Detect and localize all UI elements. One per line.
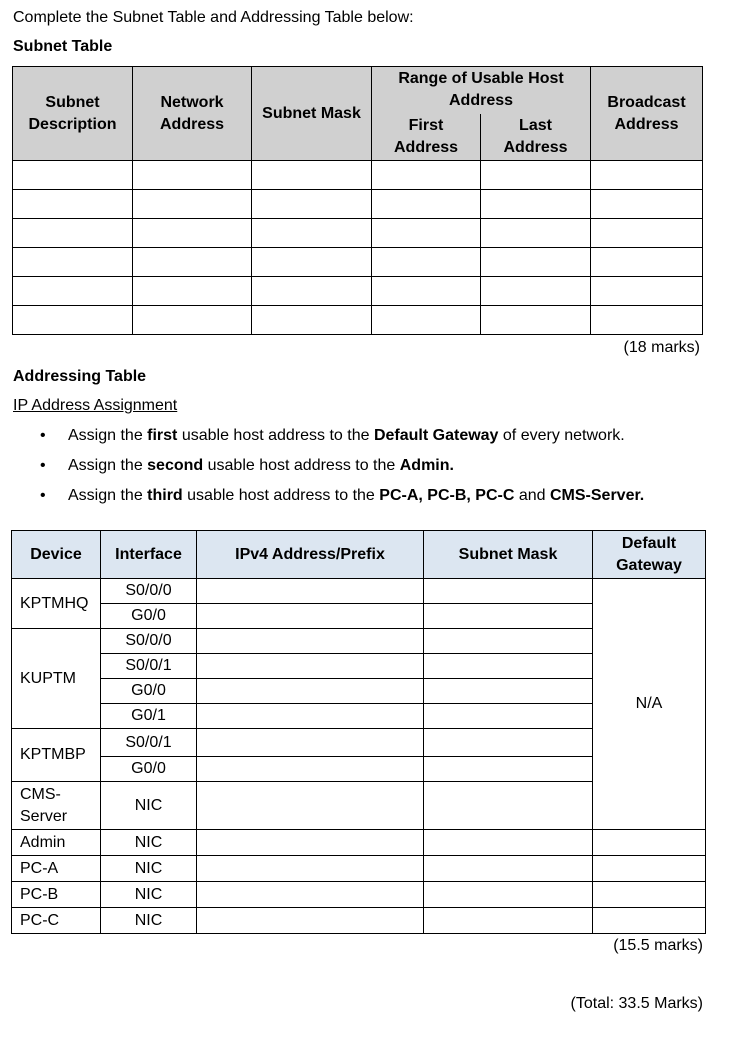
table-row <box>13 306 703 335</box>
table-cell[interactable] <box>252 306 372 335</box>
table-cell[interactable] <box>481 190 591 219</box>
interface-cell: S0/0/1 <box>101 729 197 757</box>
list-item: • Assign the first usable host address to the Default Gateway of every network. <box>0 424 644 454</box>
ipv4-input-cell[interactable] <box>197 856 424 882</box>
mask-input-cell[interactable] <box>424 679 593 704</box>
table-cell[interactable] <box>133 248 252 277</box>
gateway-na-cell: N/A <box>593 579 706 830</box>
gateway-input-cell[interactable] <box>593 830 706 856</box>
mask-input-cell[interactable] <box>424 908 593 934</box>
device-cms-server: CMS- Server <box>12 782 101 830</box>
table-row <box>12 882 706 908</box>
addressing-marks: (15.5 marks) <box>613 937 703 954</box>
header-subnet-description: Subnet Description <box>13 67 133 161</box>
device-pc-a: PC-A <box>12 856 101 882</box>
header-range-usable-host: Range of Usable Host Address <box>372 67 591 114</box>
table-cell[interactable] <box>133 219 252 248</box>
mask-input-cell[interactable] <box>424 830 593 856</box>
table-cell[interactable] <box>372 161 481 190</box>
table-cell[interactable] <box>252 219 372 248</box>
interface-cell: G0/0 <box>101 604 197 629</box>
table-cell[interactable] <box>13 161 133 190</box>
header-subnet-mask: Subnet Mask <box>424 531 593 579</box>
mask-input-cell[interactable] <box>424 729 593 757</box>
mask-input-cell[interactable] <box>424 782 593 830</box>
header-broadcast-address: Broadcast Address <box>591 67 703 161</box>
table-cell[interactable] <box>133 306 252 335</box>
header-device: Device <box>12 531 101 579</box>
table-row <box>13 248 703 277</box>
addressing-table-title: Addressing Table <box>13 368 147 385</box>
table-cell[interactable] <box>481 161 591 190</box>
device-kptmhq: KPTMHQ <box>12 579 101 629</box>
ipv4-input-cell[interactable] <box>197 882 424 908</box>
table-cell[interactable] <box>252 161 372 190</box>
table-cell[interactable] <box>372 277 481 306</box>
mask-input-cell[interactable] <box>424 654 593 679</box>
interface-cell: S0/0/0 <box>101 579 197 604</box>
device-pc-c: PC-C <box>12 908 101 934</box>
table-cell[interactable] <box>252 277 372 306</box>
subnet-table-title: Subnet Table <box>13 38 113 55</box>
mask-input-cell[interactable] <box>424 882 593 908</box>
table-cell[interactable] <box>591 190 703 219</box>
table-cell[interactable] <box>481 306 591 335</box>
table-cell[interactable] <box>372 306 481 335</box>
ipv4-input-cell[interactable] <box>197 782 424 830</box>
device-pc-b: PC-B <box>12 882 101 908</box>
ipv4-input-cell[interactable] <box>197 830 424 856</box>
ipv4-input-cell[interactable] <box>197 654 424 679</box>
mask-input-cell[interactable] <box>424 604 593 629</box>
ipv4-input-cell[interactable] <box>197 729 424 757</box>
device-kuptm: KUPTM <box>12 629 101 729</box>
table-cell[interactable] <box>481 219 591 248</box>
total-marks: (Total: 33.5 Marks) <box>570 995 703 1012</box>
table-cell[interactable] <box>13 248 133 277</box>
gateway-input-cell[interactable] <box>593 908 706 934</box>
table-row <box>13 161 703 190</box>
header-subnet-mask: Subnet Mask <box>252 67 372 161</box>
table-cell[interactable] <box>133 190 252 219</box>
subnet-marks: (18 marks) <box>623 339 700 356</box>
table-cell[interactable] <box>372 248 481 277</box>
interface-cell: NIC <box>101 856 197 882</box>
header-default-gateway: Default Gateway <box>593 531 706 579</box>
interface-cell: NIC <box>101 830 197 856</box>
table-row <box>12 856 706 882</box>
interface-cell: G0/1 <box>101 704 197 729</box>
mask-input-cell[interactable] <box>424 629 593 654</box>
table-row <box>13 277 703 306</box>
assignment-rules-list <box>0 424 644 514</box>
table-cell[interactable] <box>13 306 133 335</box>
header-last-address: Last Address <box>481 114 591 161</box>
gateway-input-cell[interactable] <box>593 856 706 882</box>
gateway-input-cell[interactable] <box>593 882 706 908</box>
ipv4-input-cell[interactable] <box>197 679 424 704</box>
ipv4-input-cell[interactable] <box>197 579 424 604</box>
table-row <box>12 579 706 604</box>
table-cell[interactable] <box>481 248 591 277</box>
device-admin: Admin <box>12 830 101 856</box>
table-cell[interactable] <box>13 219 133 248</box>
interface-cell: S0/0/1 <box>101 654 197 679</box>
header-first-address: First Address <box>372 114 481 161</box>
instructions-text: Complete the Subnet Table and Addressing Table below: <box>13 9 414 26</box>
table-cell[interactable] <box>591 248 703 277</box>
list-item: • Assign the second usable host address to the Admin. <box>0 454 644 484</box>
addressing-table <box>11 530 706 934</box>
interface-cell: S0/0/0 <box>101 629 197 654</box>
table-row <box>12 830 706 856</box>
header-ipv4-address: IPv4 Address/Prefix <box>197 531 424 579</box>
mask-input-cell[interactable] <box>424 579 593 604</box>
header-interface: Interface <box>101 531 197 579</box>
table-cell[interactable] <box>133 277 252 306</box>
table-cell[interactable] <box>133 161 252 190</box>
table-cell[interactable] <box>372 190 481 219</box>
table-cell[interactable] <box>481 277 591 306</box>
interface-cell: G0/0 <box>101 757 197 782</box>
mask-input-cell[interactable] <box>424 704 593 729</box>
interface-cell: NIC <box>101 908 197 934</box>
mask-input-cell[interactable] <box>424 856 593 882</box>
subnet-table <box>12 66 703 335</box>
table-cell[interactable] <box>252 248 372 277</box>
interface-cell: NIC <box>101 782 197 830</box>
ipv4-input-cell[interactable] <box>197 604 424 629</box>
table-cell[interactable] <box>591 161 703 190</box>
ip-assignment-heading: IP Address Assignment <box>13 397 178 414</box>
table-cell[interactable] <box>372 219 481 248</box>
interface-cell: NIC <box>101 882 197 908</box>
mask-input-cell[interactable] <box>424 757 593 782</box>
interface-cell: G0/0 <box>101 679 197 704</box>
table-cell[interactable] <box>252 190 372 219</box>
ipv4-input-cell[interactable] <box>197 704 424 729</box>
ipv4-input-cell[interactable] <box>197 629 424 654</box>
table-cell[interactable] <box>13 277 133 306</box>
table-row <box>12 908 706 934</box>
table-cell[interactable] <box>13 190 133 219</box>
table-cell[interactable] <box>591 277 703 306</box>
header-network-address: Network Address <box>133 67 252 161</box>
table-cell[interactable] <box>591 306 703 335</box>
table-row <box>13 190 703 219</box>
table-row <box>13 219 703 248</box>
device-kptmbp: KPTMBP <box>12 729 101 782</box>
ipv4-input-cell[interactable] <box>197 757 424 782</box>
ipv4-input-cell[interactable] <box>197 908 424 934</box>
list-item: • Assign the third usable host address to the PC-A, PC-B, PC-C and CMS-Server. <box>0 484 644 514</box>
table-cell[interactable] <box>591 219 703 248</box>
